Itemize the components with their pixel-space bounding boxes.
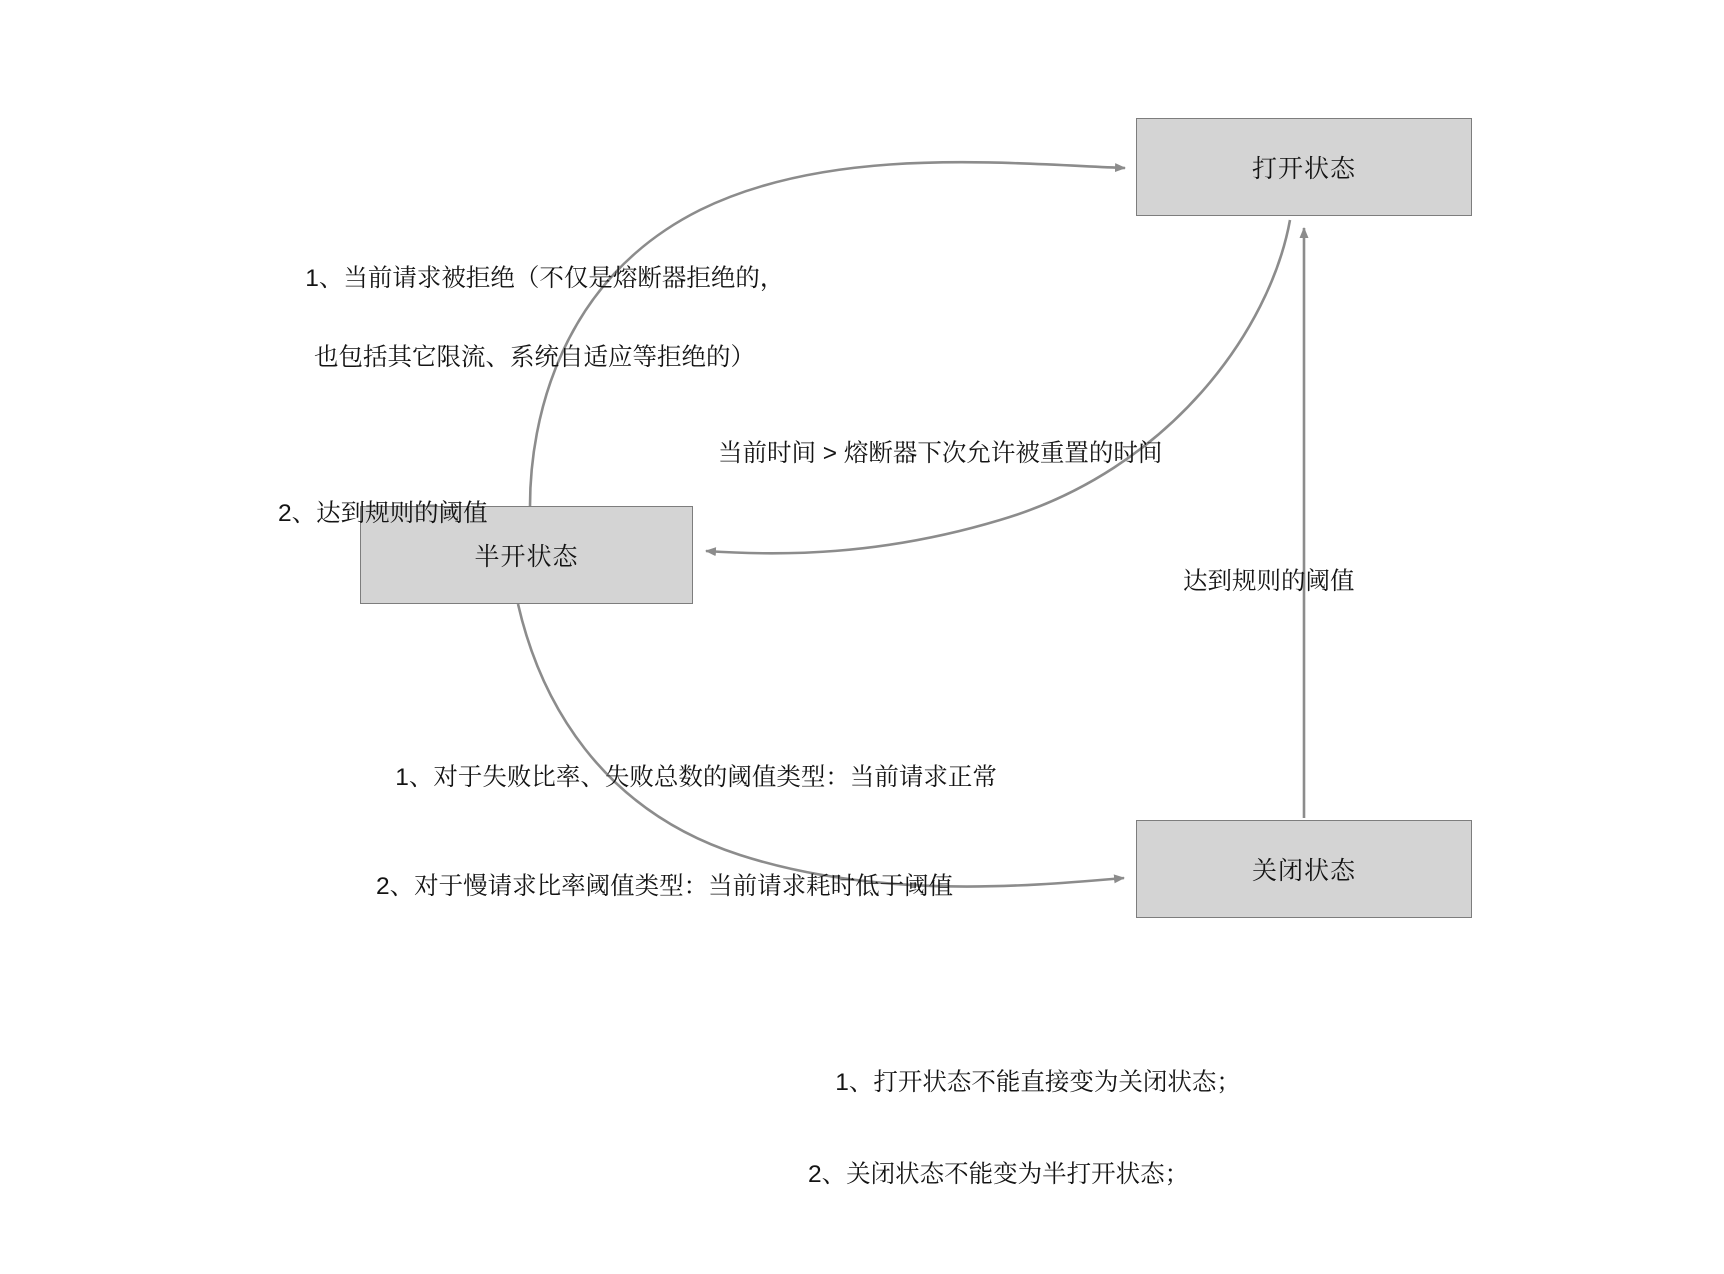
state-node-closed-label: 关闭状态	[1251, 857, 1356, 885]
edge-label-closed-to-open: 达到规则的阈值	[1183, 568, 1355, 595]
state-node-open-label: 打开状态	[1251, 155, 1356, 183]
edge-label-open-to-halfopen: 当前时间 > 熔断器下次允许被重置的时间	[718, 440, 1163, 467]
edge-label-halfopen-to-closed	[368, 718, 997, 986]
edge-label-halfopen-to-open-line1: 1、当前请求被拒绝（不仅是熔断器拒绝的，	[305, 264, 785, 292]
edge-open-to-halfopen	[706, 220, 1290, 553]
edge-label-halfopen-to-closed-line1: 1、对于失败比率、失败总数的阈值类型：当前请求正常	[395, 763, 997, 791]
diagram-note-line1: 1、打开状态不能直接变为关闭状态；	[835, 1068, 1241, 1096]
edge-label-halfopen-to-closed-line2: 2、对于慢请求比率阈值类型：当前请求耗时低于阈值	[376, 873, 954, 901]
diagram-note-line2: 2、关闭状态不能变为半打开状态；	[808, 1161, 1190, 1189]
edge-label-halfopen-to-open-line3: 2、达到规则的阈值	[278, 500, 488, 528]
state-node-half-open-label: 半开状态	[474, 543, 579, 571]
diagram-notes	[808, 1023, 1241, 1274]
state-node-closed[interactable]	[1136, 820, 1472, 918]
edge-label-halfopen-to-open	[278, 219, 784, 613]
edge-label-halfopen-to-open-line2: 也包括其它限流、系统自适应等拒绝的）	[314, 344, 755, 372]
state-node-open[interactable]	[1136, 118, 1472, 216]
